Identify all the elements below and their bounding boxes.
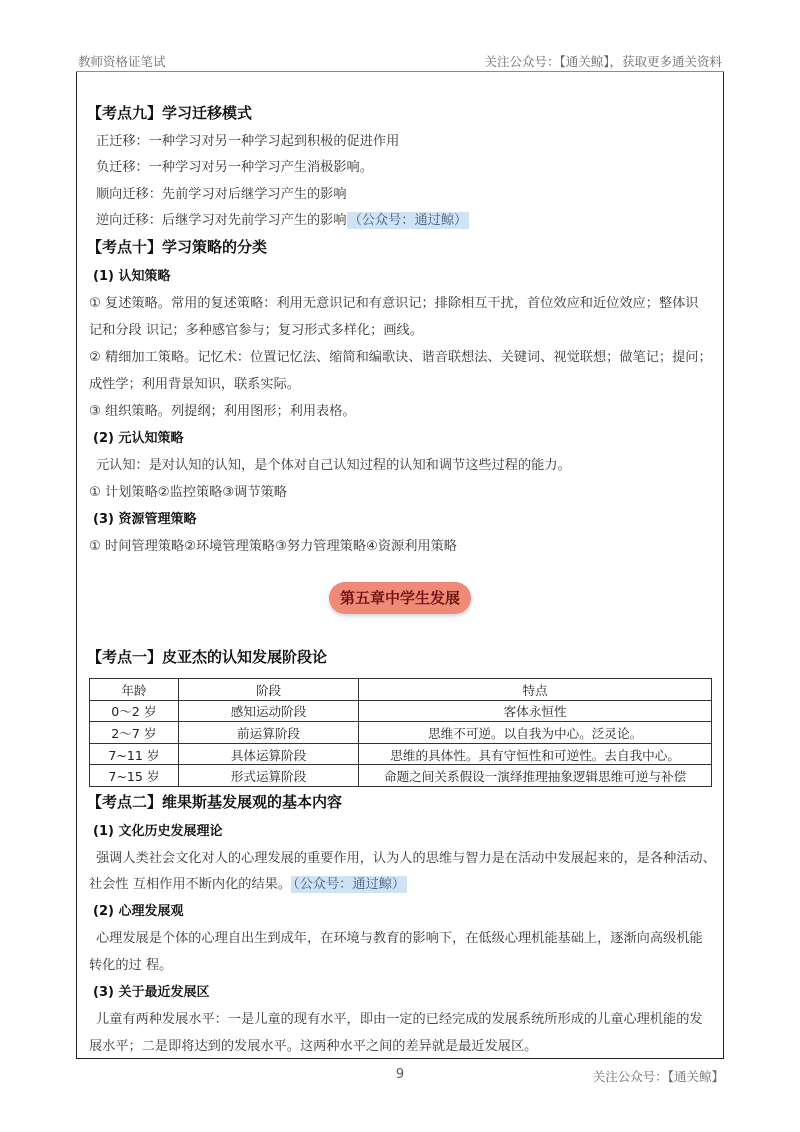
section9-line: 负迁移：一种学习对另一种学习产生消极影响。: [96, 160, 373, 175]
metacognitive-strategy-title: (2) 元认知策略: [93, 431, 184, 446]
metacognitive-line: 元认知：是对认知的认知，是个体对自己认知过程的认知和调节这些过程的能力。: [96, 458, 571, 473]
table-row: [90, 743, 712, 765]
section9-line-text: 逆向迁移：后继学习对先前学习产生的影响: [96, 213, 347, 228]
culture-line-text: 社会性 互相作用不断内化的结果。: [89, 877, 292, 892]
psych-line: 转化的过 程。: [89, 958, 173, 973]
section10-title: 【考点十】学习策略的分类: [87, 238, 268, 256]
zpd-title: (3) 关于最近发展区: [93, 985, 210, 1000]
table-row: [90, 765, 712, 787]
table-header-cell: 阶段: [178, 679, 358, 701]
piaget-stage-table: [89, 678, 712, 787]
cognitive-line: ② 精细加工策略。记忆术：位置记忆法、缩简和编歌诀、谐音联想法、关键词、视觉联想；做笔记；提问；: [89, 350, 712, 365]
table-row: [90, 700, 712, 722]
cognitive-line: ① 复述策略。常用的复述策略：利用无意识记和有意识记；排除相互干扰，首位效应和近位效应；整体识: [89, 296, 699, 311]
psych-development-title: (2) 心理发展观: [93, 904, 184, 919]
table-cell: 0～2 岁: [90, 700, 179, 722]
wechat-tag: （公众号：通过鲸）: [348, 213, 468, 228]
chapter-title-badge: 第五章中学生发展: [329, 582, 471, 614]
cognitive-line: 记和分段 识记；多种感官参与；复习形式多样化；画线。: [89, 323, 423, 338]
table-cell: 客体永恒性: [359, 700, 712, 722]
table-cell: 前运算阶段: [178, 722, 358, 744]
table-row: [90, 722, 712, 744]
table-cell: 7~15 岁: [90, 765, 179, 787]
table-cell: 具体运算阶段: [178, 743, 358, 765]
resource-line: ① 时间管理策略②环境管理策略③努力管理策略④资源利用策略: [89, 539, 457, 554]
wechat-tag: （公众号：通过鲸）: [293, 877, 406, 892]
zpd-line: 儿童有两种发展水平：一是儿童的现有水平，即由一定的已经完成的发展系统所形成的儿童心理机能的发: [96, 1012, 703, 1027]
cognitive-strategy-title: (1) 认知策略: [93, 269, 171, 284]
table-cell: 7~11 岁: [90, 743, 179, 765]
table-header-cell: 年龄: [90, 679, 179, 701]
cognitive-line: 成性学；利用背景知识，联系实际。: [89, 377, 300, 392]
table-cell: 思维不可逆。以自我为中心。泛灵论。: [359, 722, 712, 744]
table-cell: 命题之间关系假设一演绎推理抽象逻辑思维可逆与补偿: [359, 765, 712, 787]
table-cell: 感知运动阶段: [178, 700, 358, 722]
culture-line: [89, 873, 407, 892]
page-number: 9: [395, 1067, 405, 1082]
section9-line: [96, 209, 469, 228]
section9-line: 顺向迁移：先前学习对后继学习产生的影响: [96, 187, 347, 202]
section9-title: 【考点九】学习迁移模式: [87, 104, 253, 122]
table-cell: 思维的具体性。具有守恒性和可逆性。去自我中心。: [359, 743, 712, 765]
section9-line: 正迁移：一种学习对另一种学习起到积极的促进作用: [96, 134, 400, 149]
table-cell: 形式运算阶段: [178, 765, 358, 787]
culture-line: 强调人类社会文化对人的心理发展的重要作用，认为人的思维与智力是在活动中发展起来的，是各种活动、: [96, 851, 716, 866]
resource-strategy-title: (3) 资源管理策略: [93, 512, 197, 527]
section1-title: 【考点一】皮亚杰的认知发展阶段论: [87, 648, 328, 666]
psych-line: 心理发展是个体的心理自出生到成年，在环境与教育的影响下，在低级心理机能基础上，逐渐向高级机能: [96, 931, 703, 946]
header-right: 关注公众号：【通关鲸】，获取更多通关资料: [484, 54, 722, 69]
table-header-cell: 特点: [359, 679, 712, 701]
table-cell: 2～7 岁: [90, 722, 179, 744]
cognitive-line: ③ 组织策略。列提纲；利用图形；利用表格。: [89, 404, 356, 419]
zpd-line: 展水平；二是即将达到的发展水平。这两种水平之间的差异就是最近发展区。: [89, 1039, 538, 1054]
section2-title: 【考点二】维果斯基发展观的基本内容: [87, 793, 343, 811]
metacognitive-line: ① 计划策略②监控策略③调节策略: [89, 485, 287, 500]
culture-theory-title: (1) 文化历史发展理论: [93, 824, 223, 839]
header-left: 教师资格证笔试: [78, 54, 166, 69]
page-header: [76, 50, 724, 72]
footer-note: 关注公众号：【通关鲸】: [592, 1069, 724, 1084]
table-header-row: [90, 679, 712, 701]
